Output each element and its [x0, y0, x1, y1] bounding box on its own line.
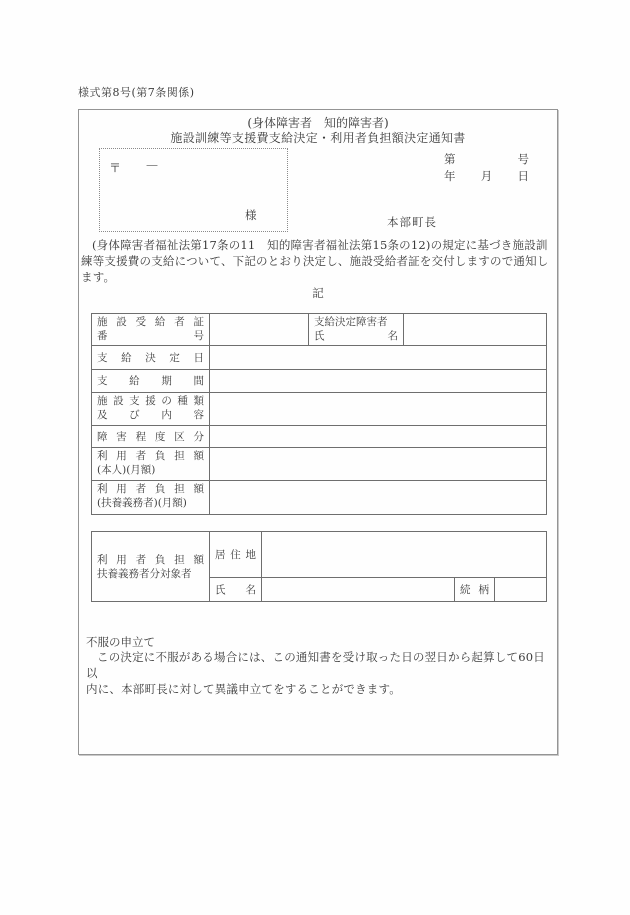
postal-mark: 〒 [109, 161, 122, 175]
grantee-name-label: 支給決定障害者 氏 名 [309, 314, 404, 346]
user-charge-self-label: 利 用 者 負 担 額 (本人)(月額) [92, 448, 210, 481]
appeal-section-title: 不服の申立て [86, 635, 155, 649]
addressee-honorific: 様 [245, 208, 257, 222]
date-line [444, 168, 529, 184]
date-month-label: 月 [480, 169, 493, 183]
body-line: 練等支援費の支給について、下記のとおり決定し、施設受給者証を交付しますので通知し [81, 254, 549, 268]
table-row [92, 448, 547, 481]
table-row [92, 393, 547, 426]
notice-border-box [78, 109, 558, 755]
appeal-line: この決定に不服がある場合には、この通知書を受け取った日の翌日から起算して60日以 [86, 650, 545, 680]
notice-title: 施設訓練等支援費支給決定・利用者負担額決定通知書 [170, 131, 466, 145]
recipient-cert-number-value [210, 314, 309, 346]
decision-table [91, 313, 547, 515]
table-row [92, 426, 547, 448]
postal-code-separator: — [146, 158, 158, 172]
body-line: (身体障害者福祉法第17条の11 知的障害者福祉法第15条の12)の規定に基づき施設訓 [92, 238, 548, 252]
doc-number-prefix: 第 [444, 152, 456, 166]
doc-number-suffix: 号 [517, 152, 529, 166]
document-number-line [444, 151, 529, 167]
notice-subtitle: (身体障害者 知的障害者) [247, 116, 389, 130]
supply-period-label: 支 給 期 間 [92, 370, 210, 393]
supporter-subject-table [91, 531, 547, 602]
user-charge-self-value [210, 448, 547, 481]
relationship-label: 続 柄 [455, 578, 495, 602]
relationship-value [495, 578, 547, 602]
residence-label: 居 住 地 [210, 532, 262, 578]
notice-body-paragraph [81, 237, 555, 285]
table-row [92, 314, 547, 346]
recipient-cert-number-label: 施 設 受 給 者 証 番 号 [92, 314, 210, 346]
addressee-box [99, 148, 288, 232]
table-row [92, 370, 547, 393]
body-line: ます。 [81, 270, 116, 284]
supporter-subject-label: 利 用 者 負 担 額 扶養義務者分対象者 [92, 532, 210, 602]
disability-level-value [210, 426, 547, 448]
table-row [92, 481, 547, 515]
grantee-name-value [404, 314, 547, 346]
date-day-label: 日 [517, 169, 529, 183]
supply-period-value [210, 370, 547, 393]
form-number-label: 様式第8号(第7条関係) [78, 86, 195, 99]
support-type-value [210, 393, 547, 426]
appeal-paragraph [86, 649, 554, 697]
date-year-label: 年 [444, 169, 456, 183]
name-value [262, 578, 455, 602]
user-charge-supporter-label: 利 用 者 負 担 額 (扶養義務者)(月額) [92, 481, 210, 515]
user-charge-supporter-value [210, 481, 547, 515]
table-row [92, 346, 547, 370]
name-label: 氏 名 [210, 578, 262, 602]
residence-value [262, 532, 547, 578]
support-type-label: 施 設 支 援 の 種 類 及 び 内 容 [92, 393, 210, 426]
disability-level-label: 障 害 程 度 区 分 [92, 426, 210, 448]
decision-date-value [210, 346, 547, 370]
table-row [92, 532, 547, 578]
appeal-line: 内に、本部町長に対して異議申立てをすることができます。 [86, 682, 401, 696]
record-marker: 記 [312, 286, 324, 300]
issuer-name: 本部町長 [387, 215, 437, 229]
decision-date-label: 支 給 決 定 日 [92, 346, 210, 370]
